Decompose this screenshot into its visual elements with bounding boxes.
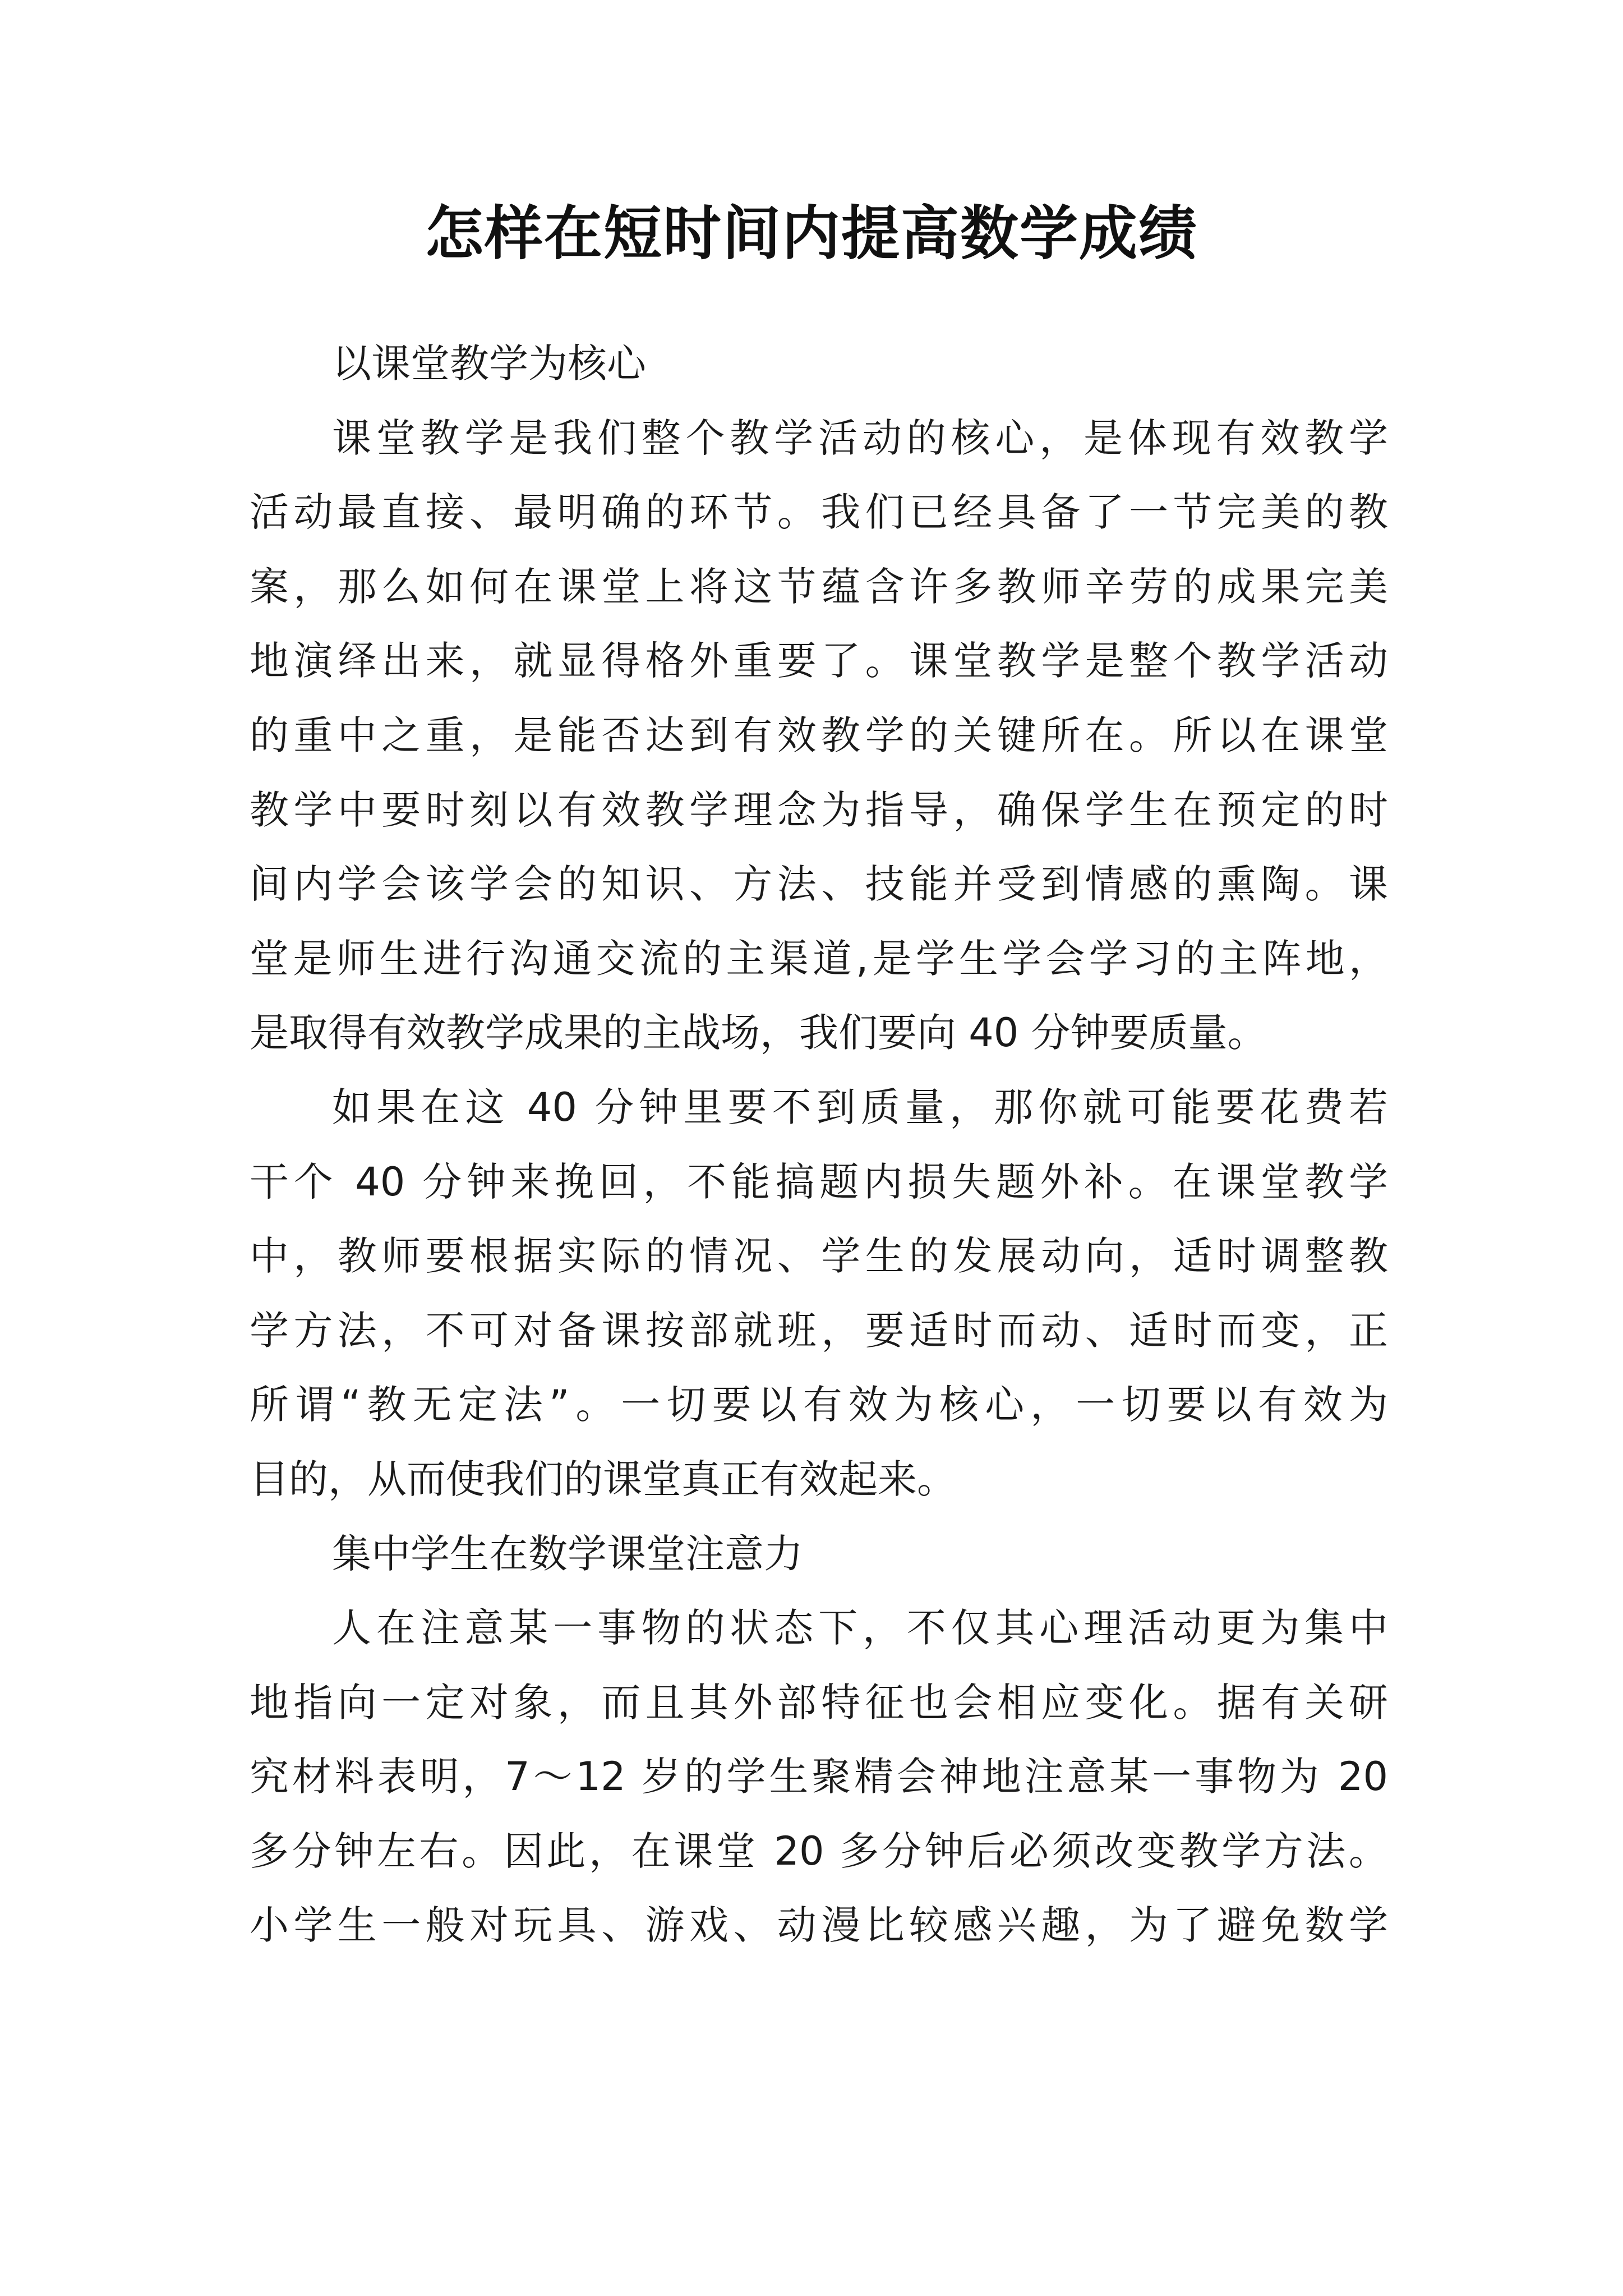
text-line: 的重中之重，是能否达到有效教学的关键所在。所以在课堂 — [250, 712, 1388, 758]
text-line: 干个 40 分钟来挽回，不能搞题内损失题外补。在课堂教学 — [250, 1158, 1388, 1205]
text-line: 如果在这 40 分钟里要不到质量，那你就可能要花费若 — [332, 1084, 1388, 1130]
section-heading: 集中学生在数学课堂注意力 — [332, 1530, 803, 1577]
text-line: 地演绎出来，就显得格外重要了。课堂教学是整个教学活动 — [250, 638, 1388, 684]
text-line: 人在注意某一事物的状态下，不仅其心理活动更为集中 — [332, 1605, 1388, 1651]
section-heading: 以课堂教学为核心 — [332, 341, 646, 386]
text-line: 间内学会该学会的知识、方法、技能并受到情感的熏陶。课 — [250, 861, 1388, 908]
text-line: 中，教师要根据实际的情况、学生的发展动向，适时调整教 — [250, 1233, 1388, 1280]
document-body — [250, 326, 1388, 1963]
text-line: 是取得有效教学成果的主战场，我们要向 40 分钟要质量。 — [250, 1010, 1267, 1056]
text-line: 教学中要时刻以有效教学理念为指导，确保学生在预定的时 — [250, 786, 1388, 833]
text-line: 课堂教学是我们整个教学活动的核心，是体现有效教学 — [332, 415, 1388, 461]
text-line: 地指向一定对象，而且其外部特征也会相应变化。据有关研 — [250, 1679, 1388, 1726]
text-line: 学方法，不可对备课按部就班，要适时而动、适时而变，正 — [250, 1307, 1388, 1354]
document-title: 怎样在短时间内提高数学成绩 — [425, 199, 1198, 268]
text-line: 堂是师生进行沟通交流的主渠道,是学生学会学习的主阵地， — [250, 935, 1388, 982]
text-line: 活动最直接、最明确的环节。我们已经具备了一节完美的教 — [250, 489, 1388, 536]
text-line: 所谓“教无定法”。一切要以有效为核心，一切要以有效为 — [250, 1382, 1388, 1428]
text-line: 多分钟左右。因此，在课堂 20 多分钟后必须改变教学方法。 — [250, 1828, 1388, 1874]
text-line: 小学生一般对玩具、游戏、动漫比较感兴趣，为了避免数学 — [250, 1902, 1388, 1949]
text-line: 案，那么如何在课堂上将这节蕴含许多教师辛劳的成果完美 — [250, 563, 1388, 610]
text-line: 目的，从而使我们的课堂真正有效起来。 — [250, 1456, 956, 1502]
text-line: 究材料表明，7～12 岁的学生聚精会神地注意某一事物为 20 — [250, 1754, 1388, 1800]
